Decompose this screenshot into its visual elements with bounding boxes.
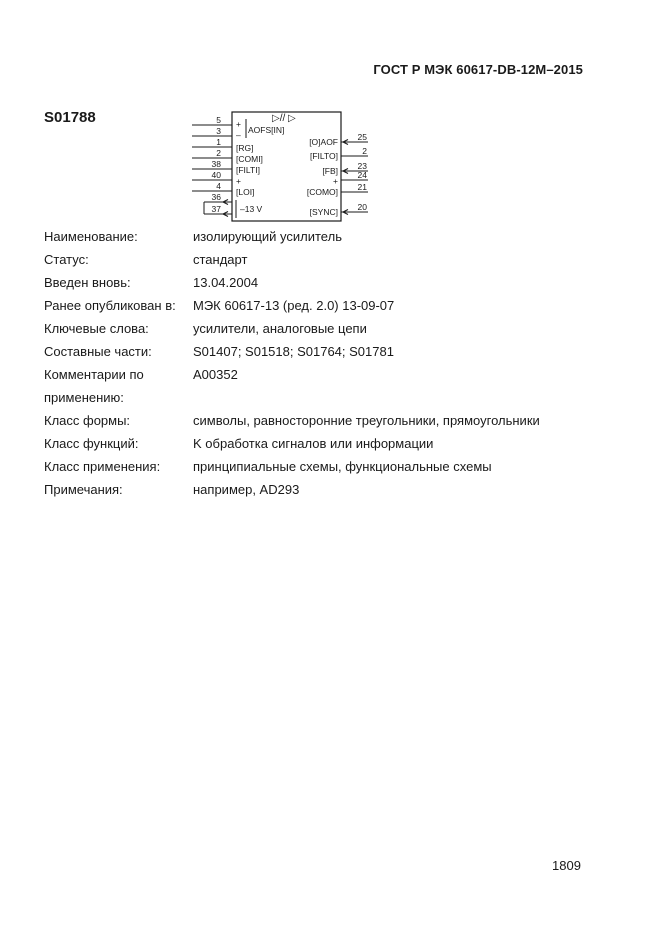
property-label: Класс функций:: [44, 436, 139, 451]
property-value: K обработка сигналов или информации: [193, 436, 434, 451]
property-value: принципиальные схемы, функциональные схемы: [193, 459, 492, 474]
pin-number: 21: [357, 182, 367, 192]
pin-number: 5: [216, 115, 221, 125]
property-label: Класс применения:: [44, 459, 161, 474]
property-label: Комментарии по: [44, 367, 144, 382]
property-label: Класс формы:: [44, 413, 131, 428]
property-value: A00352: [193, 367, 238, 382]
property-label: Составные части:: [44, 344, 152, 359]
property-label: Наименование:: [44, 229, 138, 244]
symbol-id: S01788: [44, 109, 96, 126]
pin-label: +: [236, 119, 241, 129]
pin-number: 25: [357, 132, 367, 142]
pin-number: 3: [216, 126, 221, 136]
pin-label: [SYNC]: [309, 207, 338, 217]
pin-label: [O]AOF: [309, 137, 338, 147]
property-label: Статус:: [44, 252, 89, 267]
page-number: 1809: [552, 858, 581, 873]
pin-label: [FB]: [322, 166, 338, 176]
property-label: Ранее опубликован в:: [44, 298, 176, 313]
pin-label: [LOI]: [236, 187, 255, 197]
pin-label: [COMO]: [306, 187, 338, 197]
property-value: стандарт: [193, 252, 248, 267]
pin-number: 38: [211, 159, 221, 169]
aofs-group-label: AOFS[IN]: [248, 125, 285, 135]
pin-label: +: [236, 176, 241, 186]
property-value: символы, равносторонние треугольники, прямоугольники: [193, 413, 540, 428]
pin-label: –13 V: [240, 204, 263, 214]
pin-label: [RG]: [236, 143, 254, 153]
standard-header: ГОСТ Р МЭК 60617-DB-12M–2015: [373, 62, 583, 77]
property-label: Введен вновь:: [44, 275, 131, 290]
property-label: Ключевые слова:: [44, 321, 149, 336]
property-value: S01407; S01518; S01764; S01781: [193, 344, 394, 359]
isolation-amplifier-symbol: [190, 105, 390, 225]
property-value: усилители, аналоговые цепи: [193, 321, 367, 336]
pin-label: [FILTO]: [309, 151, 338, 161]
pin-label: [COMI]: [236, 154, 263, 164]
property-value: например, AD293: [193, 482, 300, 497]
pin-number: 20: [357, 202, 367, 212]
qualifier-label: ▷// ▷: [272, 113, 296, 124]
pin-number: 24: [357, 170, 367, 180]
property-value: 13.04.2004: [193, 275, 259, 290]
pin-number: 23: [357, 161, 367, 171]
property-label: Примечания:: [44, 482, 123, 497]
pin-label: –: [236, 130, 241, 140]
property-value: изолирующий усилитель: [193, 229, 342, 244]
pin-number: 4: [216, 181, 221, 191]
pin-number: 1: [216, 137, 221, 147]
symbol-diagram: [190, 105, 390, 225]
pin-label: [FILTI]: [236, 165, 260, 175]
pin-number: 2: [362, 146, 367, 156]
pin-number: 2: [216, 148, 221, 158]
property-value: МЭК 60617-13 (ред. 2.0) 13-09-07: [193, 298, 395, 313]
pin-number: 40: [211, 170, 221, 180]
pin-number: 36: [211, 192, 221, 202]
property-label: применению:: [44, 390, 124, 405]
pin-number: 37: [211, 204, 221, 214]
pin-label: +: [333, 176, 338, 186]
